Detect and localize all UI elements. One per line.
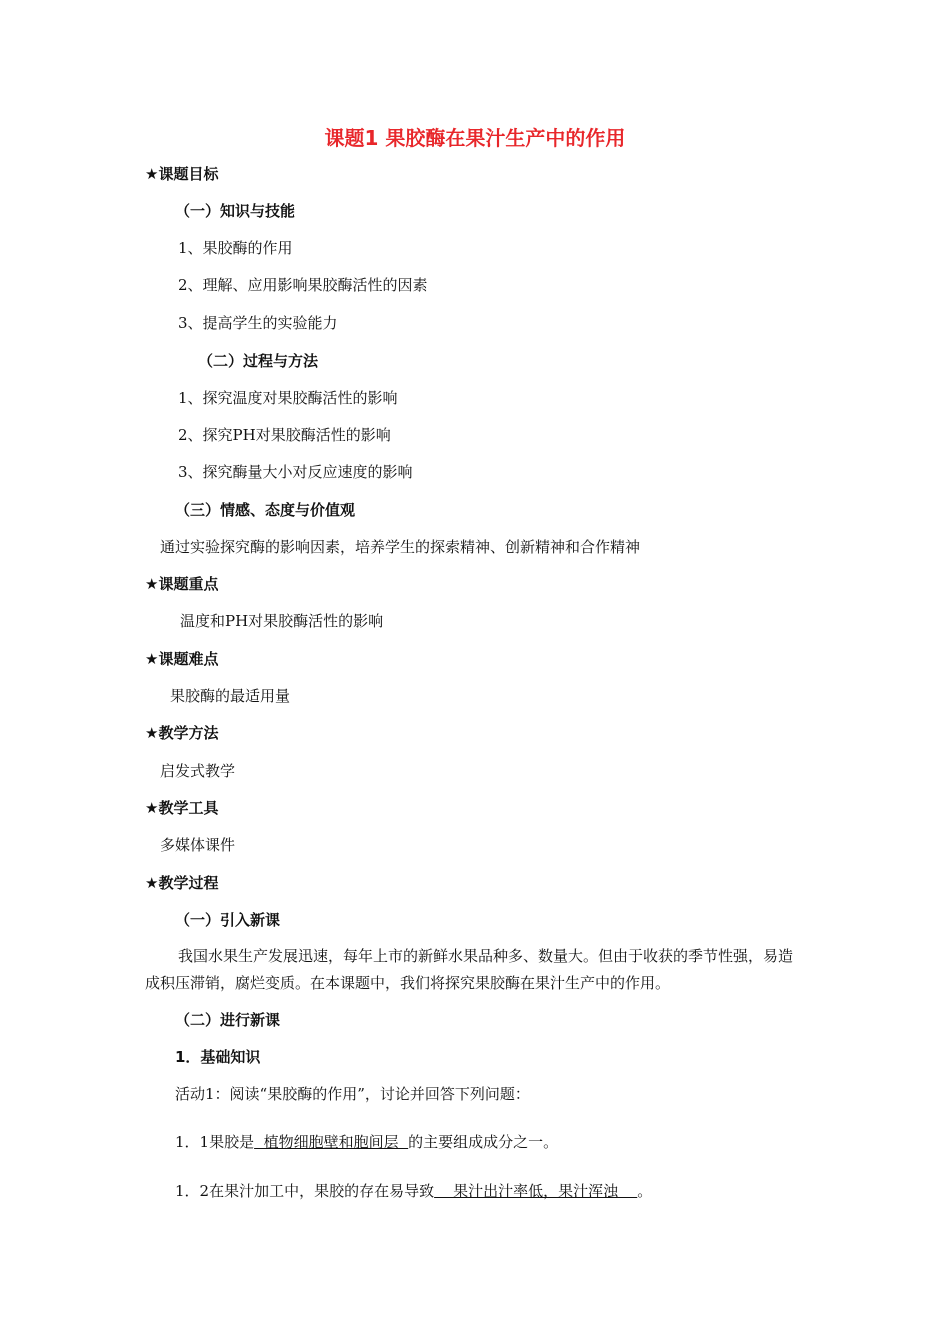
key-point-heading: ★课题重点 [145, 575, 219, 593]
question-1-prefix: 1．1果胶是 [175, 1133, 255, 1151]
teaching-process-heading: ★教学过程 [145, 874, 219, 892]
question-1-suffix: 的主要组成成分之一。 [408, 1133, 559, 1151]
basic-knowledge-heading: 1．基础知识 [175, 1048, 261, 1066]
activity-text: 活动1：阅读“果胶酶的作用”，讨论并回答下列问题： [175, 1085, 530, 1103]
question-2 [175, 1181, 652, 1201]
question-1 [175, 1132, 558, 1152]
key-point-text: 温度和PH对果胶酶活性的影响 [180, 612, 384, 630]
difficulty-heading: ★课题难点 [145, 650, 219, 668]
knowledge-item-3: 3、提高学生的实验能力 [178, 314, 338, 332]
tools-text: 多媒体课件 [160, 836, 236, 854]
process-item-3: 3、探究酶量大小对反应速度的影响 [178, 463, 413, 481]
intro-heading: （一）引入新课 [175, 911, 281, 929]
goals-heading: ★课题目标 [145, 165, 219, 183]
knowledge-item-2: 2、理解、应用影响果胶酶活性的因素 [178, 276, 428, 294]
emotion-heading: （三）情感、态度与价值观 [175, 501, 356, 519]
question-2-prefix: 1．2在果汁加工中，果胶的存在易导致 [175, 1182, 435, 1200]
tools-heading: ★教学工具 [145, 799, 219, 817]
process-item-2: 2、探究PH对果胶酶活性的影响 [178, 426, 391, 444]
emotion-text: 通过实验探究酶的影响因素，培养学生的探索精神、创新精神和合作精神 [160, 538, 641, 556]
process-item-1: 1、探究温度对果胶酶活性的影响 [178, 389, 398, 407]
knowledge-item-1: 1、果胶酶的作用 [178, 239, 293, 257]
intro-paragraph: 我国水果生产发展迅速，每年上市的新鲜水果品种多、数量大。但由于收获的季节性强，易造成积压滞销，腐烂变质。在本课题中，我们将探究果胶酶在果汁生产中的作用。 [145, 947, 794, 992]
method-text: 启发式教学 [160, 762, 236, 780]
process-heading: （二）过程与方法 [198, 352, 319, 370]
difficulty-text: 果胶酶的最适用量 [170, 687, 291, 705]
new-lesson-heading: （二）进行新课 [175, 1011, 281, 1029]
question-2-answer: 果汁出汁率低，果汁浑浊 [434, 1182, 638, 1200]
question-2-suffix: 。 [637, 1182, 653, 1200]
page-title: 课题1 果胶酶在果汁生产中的作用 [324, 126, 626, 150]
method-heading: ★教学方法 [145, 724, 219, 742]
question-1-answer: 植物细胞壁和胞间层 [254, 1133, 409, 1151]
knowledge-heading: （一）知识与技能 [175, 202, 296, 220]
